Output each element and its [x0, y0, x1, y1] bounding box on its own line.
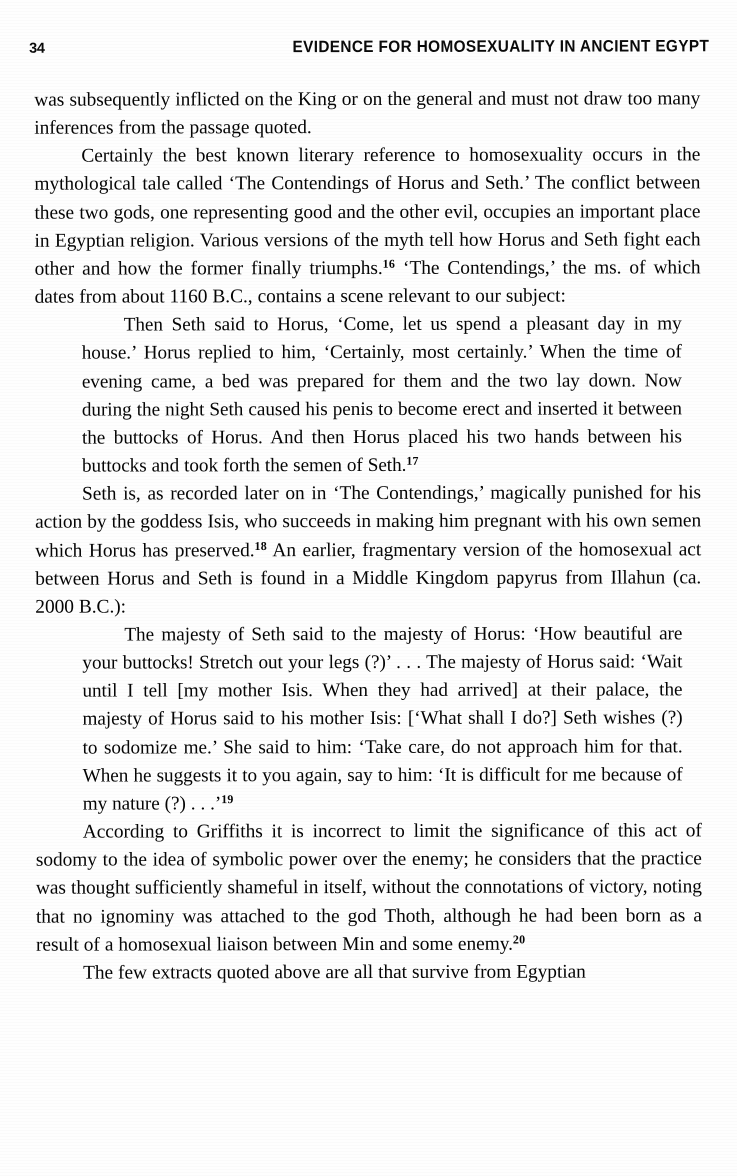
paragraph-final [36, 958, 702, 988]
block-quote-contendings [82, 311, 701, 481]
quote-text: The majesty of Seth said to the majesty of Horus: ‘How beautiful are your buttocks! Stretch out your legs (?)’ . . . The majesty of Horus said: ‘Wait until I tell [my mother Isis. When they had arrived] at their palace, the majesty of Horus said to his mother Isis: [‘What shall I do?] Seth wishes (?) to sodomize me.’ She said to him: ‘Take care, do not approach him for that. When he suggests it to you again, say to him: ‘It is difficult for me because of my nature (?) . . .’ [82, 623, 683, 815]
block-quote-illahun [82, 620, 701, 818]
footnote-marker-17: 17 [406, 453, 419, 468]
footnote-marker-20: 20 [512, 932, 526, 947]
footnote-marker-16: 16 [382, 256, 396, 271]
paragraph-text: Certainly the best known literary reference to homosexuality occurs in the mythological tale called ‘The Contendings of Horus and Seth.’ The conflict between these two gods, one representing good and the other evil, occupies an important place in Egyptian religion. Various versions of the myth tell how Horus and Seth fight each other and how the former finally triumphs. [34, 144, 701, 280]
page-header [29, 37, 709, 60]
paragraph-text: The few extracts quoted above are all that survive from Egyptian [83, 961, 586, 984]
footnote-marker-19: 19 [221, 792, 234, 807]
quote-paragraph [82, 620, 682, 818]
paragraph-griffiths [36, 817, 702, 959]
paragraph-seth-punished [35, 479, 701, 621]
running-head: EVIDENCE FOR HOMOSEXUALITY IN ANCIENT EGYPT [292, 37, 710, 57]
paragraph-continuation [34, 85, 700, 143]
paragraph-text: was subsequently inflicted on the King or on the general and must not draw too many inferences from the passage quoted. [34, 88, 701, 139]
quote-paragraph [82, 311, 682, 481]
text-column [34, 85, 702, 987]
paragraph-text-cont: ‘The Contendings,’ the ms. of which dates from about 1160 B.C., contains a scene relevant to our subject: [34, 257, 701, 308]
paragraph-text: According to Griffiths it is incorrect to limit the significance of this act of sodomy to the idea of symbolic power over the enemy; he considers that the practice was thought sufficiently shameful in itself, without the connotations of victory, noting that no ignominy was attached to the god Thoth, although he had been born as a result of a homosexual liaison between Min and some enemy. [35, 820, 702, 956]
paragraph-text: Seth is, as recorded later on in ‘The Contendings,’ magically punished for his action by the goddess Isis, who succeeds in making him pregnant with his own semen which Horus has preserved. [35, 482, 702, 562]
footnote-marker-18: 18 [254, 538, 267, 553]
page-number: 34 [29, 40, 45, 57]
paragraph-contendings-intro [34, 142, 700, 312]
quote-text: Then Seth said to Horus, ‘Come, let us spend a pleasant day in my house.’ Horus replied to him, ‘Certainly, most certainly.’ When the time of evening came, a bed was prepared for them and the two lay down. Now during the night Seth caused his penis to become erect and inserted it between the buttocks of Horus. And then Horus placed his two hands between his buttocks and took forth the semen of Seth. [81, 313, 682, 477]
paragraph-text-cont: An earlier, fragmentary version of the homosexual act between Horus and Seth is found in a Middle Kingdom papyrus from Illahun (ca. 2000 B.C.): [35, 538, 702, 618]
